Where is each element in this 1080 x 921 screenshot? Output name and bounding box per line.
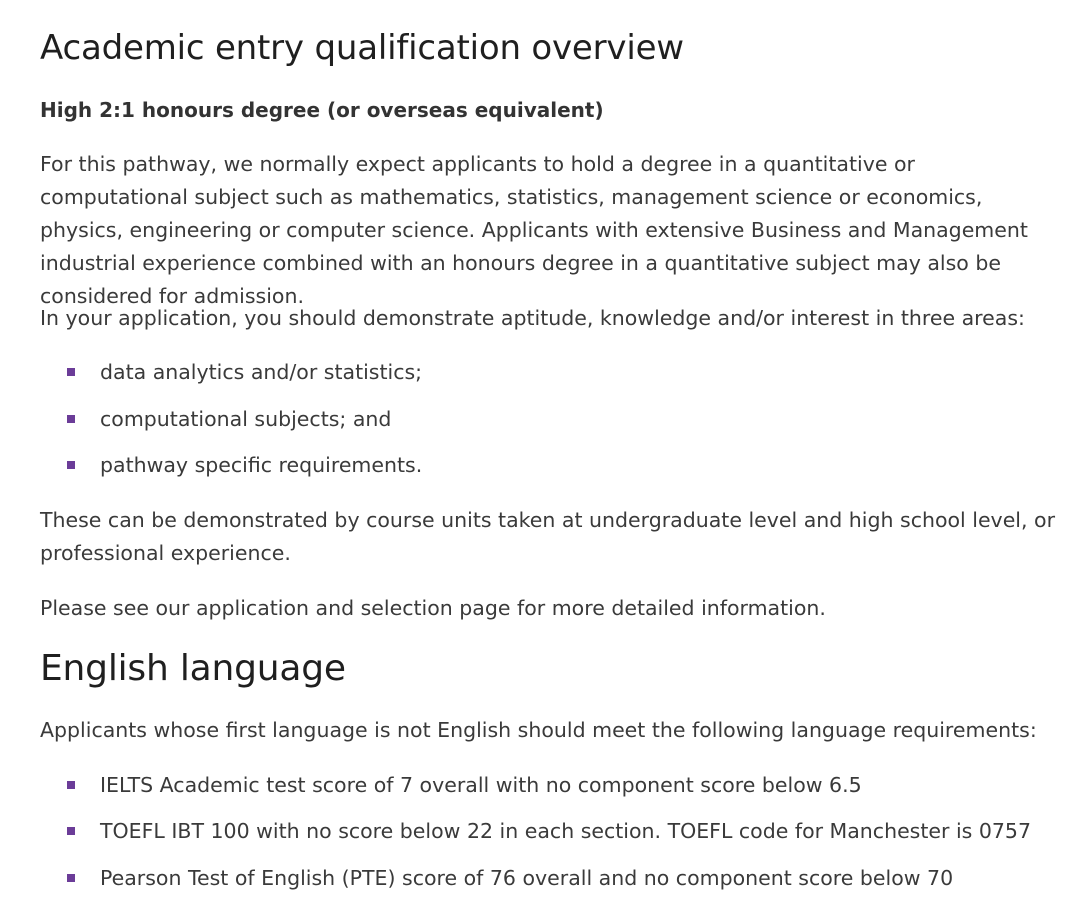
list-item-text: computational subjects; and	[100, 407, 392, 431]
list-item-text: Pearson Test of English (PTE) score of 76 overall and no component score below 70	[100, 866, 954, 890]
degree-requirement-subheading: High 2:1 honours degree (or overseas equivalent)	[40, 98, 604, 122]
see-more-paragraph: Please see our application and selection page for more detailed information.	[40, 596, 826, 620]
demonstration-paragraph: These can be demonstrated by course units taken at undergraduate level and high school level, or professional experience.	[40, 508, 1056, 565]
square-bullet-icon	[67, 415, 75, 423]
pathway-paragraph: For this pathway, we normally expect applicants to hold a degree in a quantitative or computational subject such as mathematics, statistics, management science or economics, physics, engineering or computer science. Applicants with extensive Business and Management industrial experience combined with an honours degree in a quantitative subject may also be considered for admission.	[40, 152, 1028, 308]
square-bullet-icon	[67, 461, 75, 469]
list-item-text: pathway specific requirements.	[100, 453, 423, 477]
square-bullet-icon	[67, 874, 75, 882]
academic-entry-heading: Academic entry qualification overview	[40, 28, 684, 68]
application-intro-paragraph: In your application, you should demonstrate aptitude, knowledge and/or interest in three areas:	[40, 306, 1025, 330]
list-item-text: TOEFL IBT 100 with no score below 22 in each section. TOEFL code for Manchester is 0757	[100, 819, 1032, 843]
list-item-text: data analytics and/or statistics;	[100, 360, 423, 384]
english-intro-paragraph: Applicants whose first language is not English should meet the following language requirements:	[40, 718, 1037, 742]
square-bullet-icon	[67, 781, 75, 789]
english-language-heading: English language	[40, 648, 346, 689]
square-bullet-icon	[67, 368, 75, 376]
square-bullet-icon	[67, 827, 75, 835]
list-item-text: IELTS Academic test score of 7 overall with no component score below 6.5	[100, 773, 862, 797]
